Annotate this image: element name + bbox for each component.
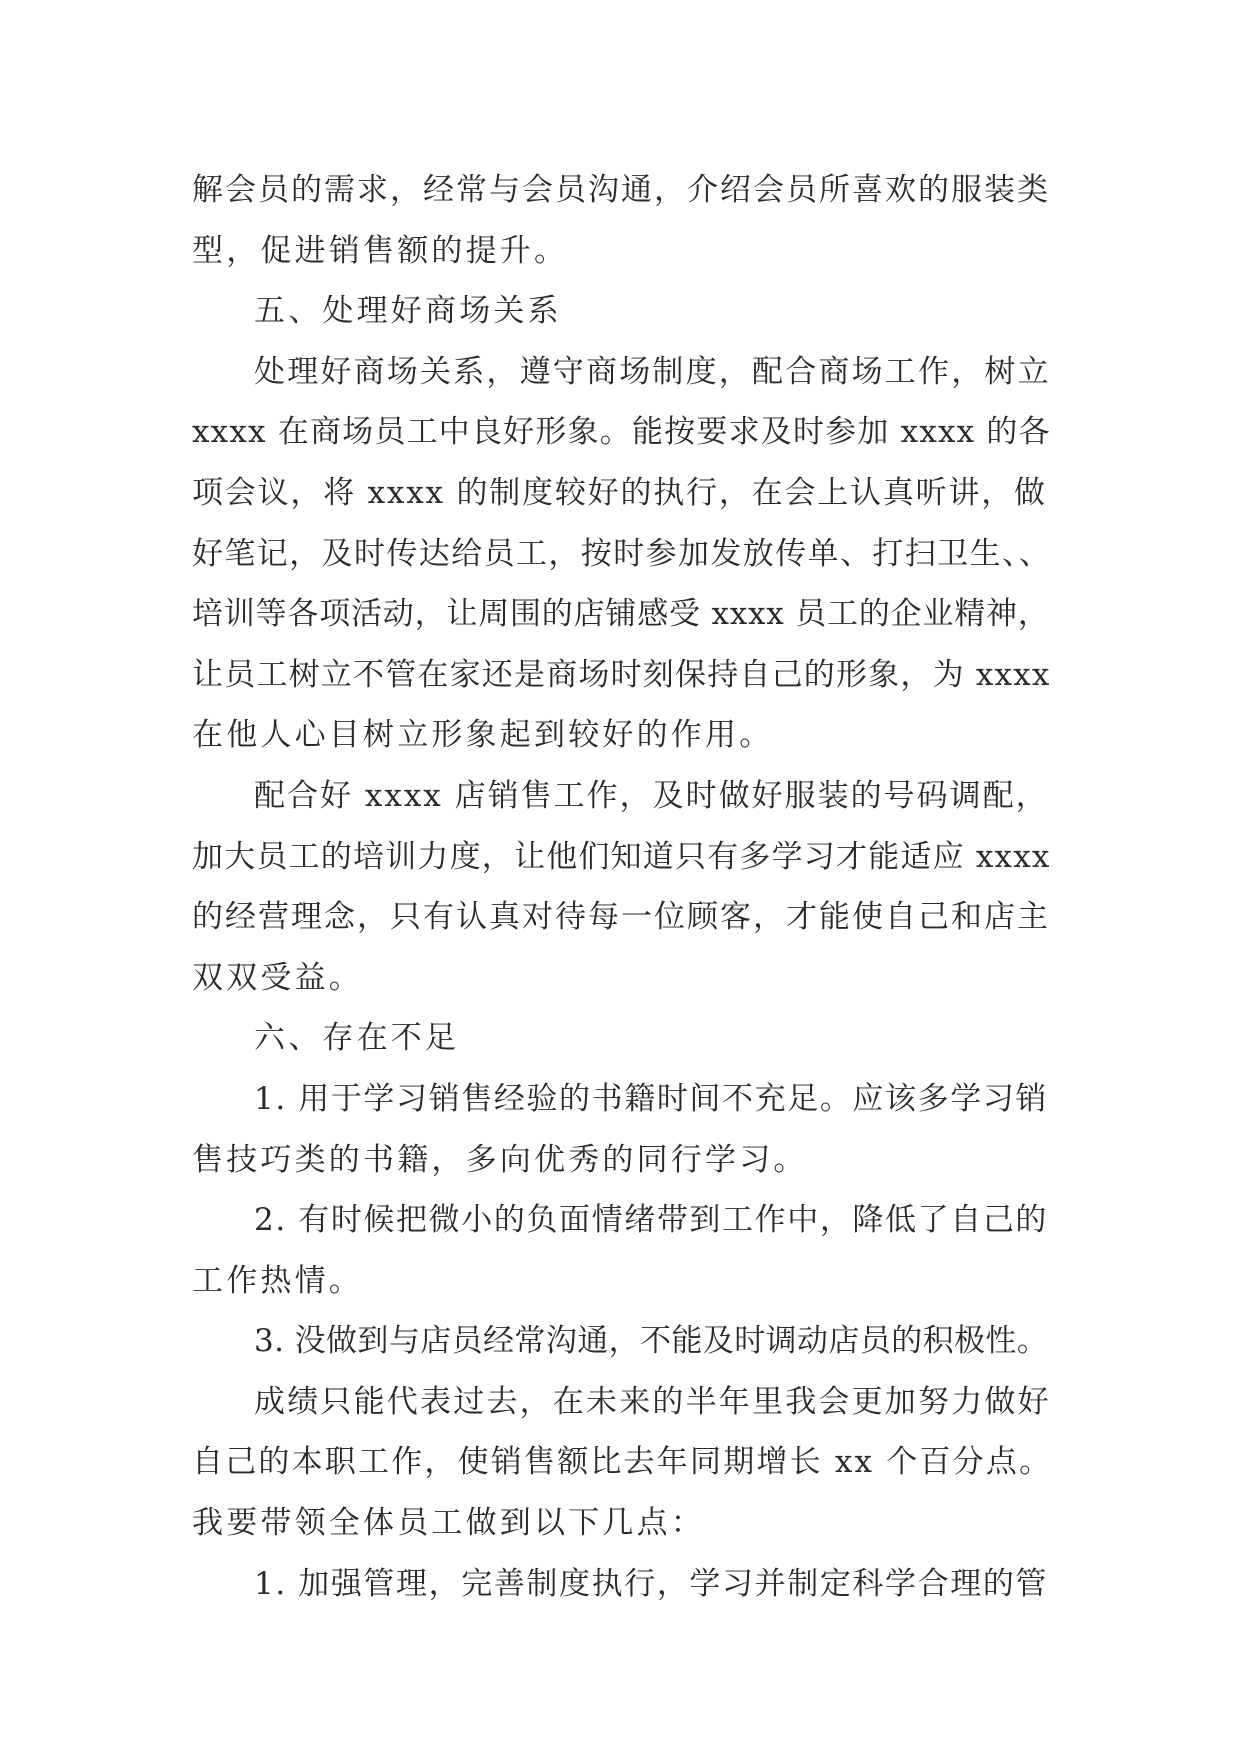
text-line: 培训等各项活动，让周围的店铺感受 xxxx 员工的企业精神， (192, 596, 1050, 633)
text-line: 配合好 xxxx 店销售工作，及时做好服装的号码调配， (254, 777, 1049, 814)
text-line: 成绩只能代表过去，在未来的半年里我会更加努力做好 (254, 1383, 1051, 1420)
text-line: 的经营理念，只有认真对待每一位顾客，才能使自己和店主 (192, 899, 1050, 936)
document-body (192, 160, 1052, 1614)
list-item: 2. 有时候把微小的负面情绪带到工作中，降低了自己的 (254, 1202, 1049, 1239)
text-line: 型，促进销售额的提升。 (192, 232, 569, 269)
text-line: 售技巧类的书籍，多向优秀的同行学习。 (192, 1141, 808, 1178)
text-line: 我要带领全体员工做到以下几点： (192, 1505, 705, 1542)
text-line: 加大员工的培训力度，让他们知道只有多学习才能适应 xxxx (192, 838, 1051, 875)
text-line: 双双受益。 (192, 959, 363, 996)
text-line: 解会员的需求，经常与会员沟通，介绍会员所喜欢的服装类 (192, 172, 1050, 208)
text-line: 项会议，将 xxxx 的制度较好的执行，在会上认真听讲，做 (192, 474, 1047, 511)
text-line: 自己的本职工作，使销售额比去年同期增长 xx 个百分点。 (192, 1444, 1053, 1481)
text-line: xxxx 在商场员工中良好形象。能按要求及时参加 xxxx 的各 (192, 414, 1051, 451)
text-line: 处理好商场关系，遵守商场制度，配合商场工作，树立 (254, 353, 1051, 390)
list-item: 1. 用于学习销售经验的书籍时间不充足。应该多学习销 (254, 1080, 1049, 1117)
list-item: 1. 加强管理，完善制度执行，学习并制定科学合理的管 (254, 1565, 1049, 1602)
text-line: 在他人心目树立形象起到较好的作用。 (192, 717, 774, 754)
list-item: 3. 没做到与店员经常沟通，不能及时调动店员的积极性。 (254, 1323, 1049, 1360)
text-line: 工作热情。 (192, 1262, 363, 1299)
text-line: 让员工树立不管在家还是商场时刻保持自己的形象，为 xxxx (192, 656, 1051, 693)
text-line: 好笔记，及时传达给员工，按时参加发放传单、打扫卫生、、 (192, 535, 1052, 572)
section-heading: 五、处理好商场关系 (254, 293, 562, 330)
section-heading: 六、存在不足 (254, 1020, 460, 1057)
